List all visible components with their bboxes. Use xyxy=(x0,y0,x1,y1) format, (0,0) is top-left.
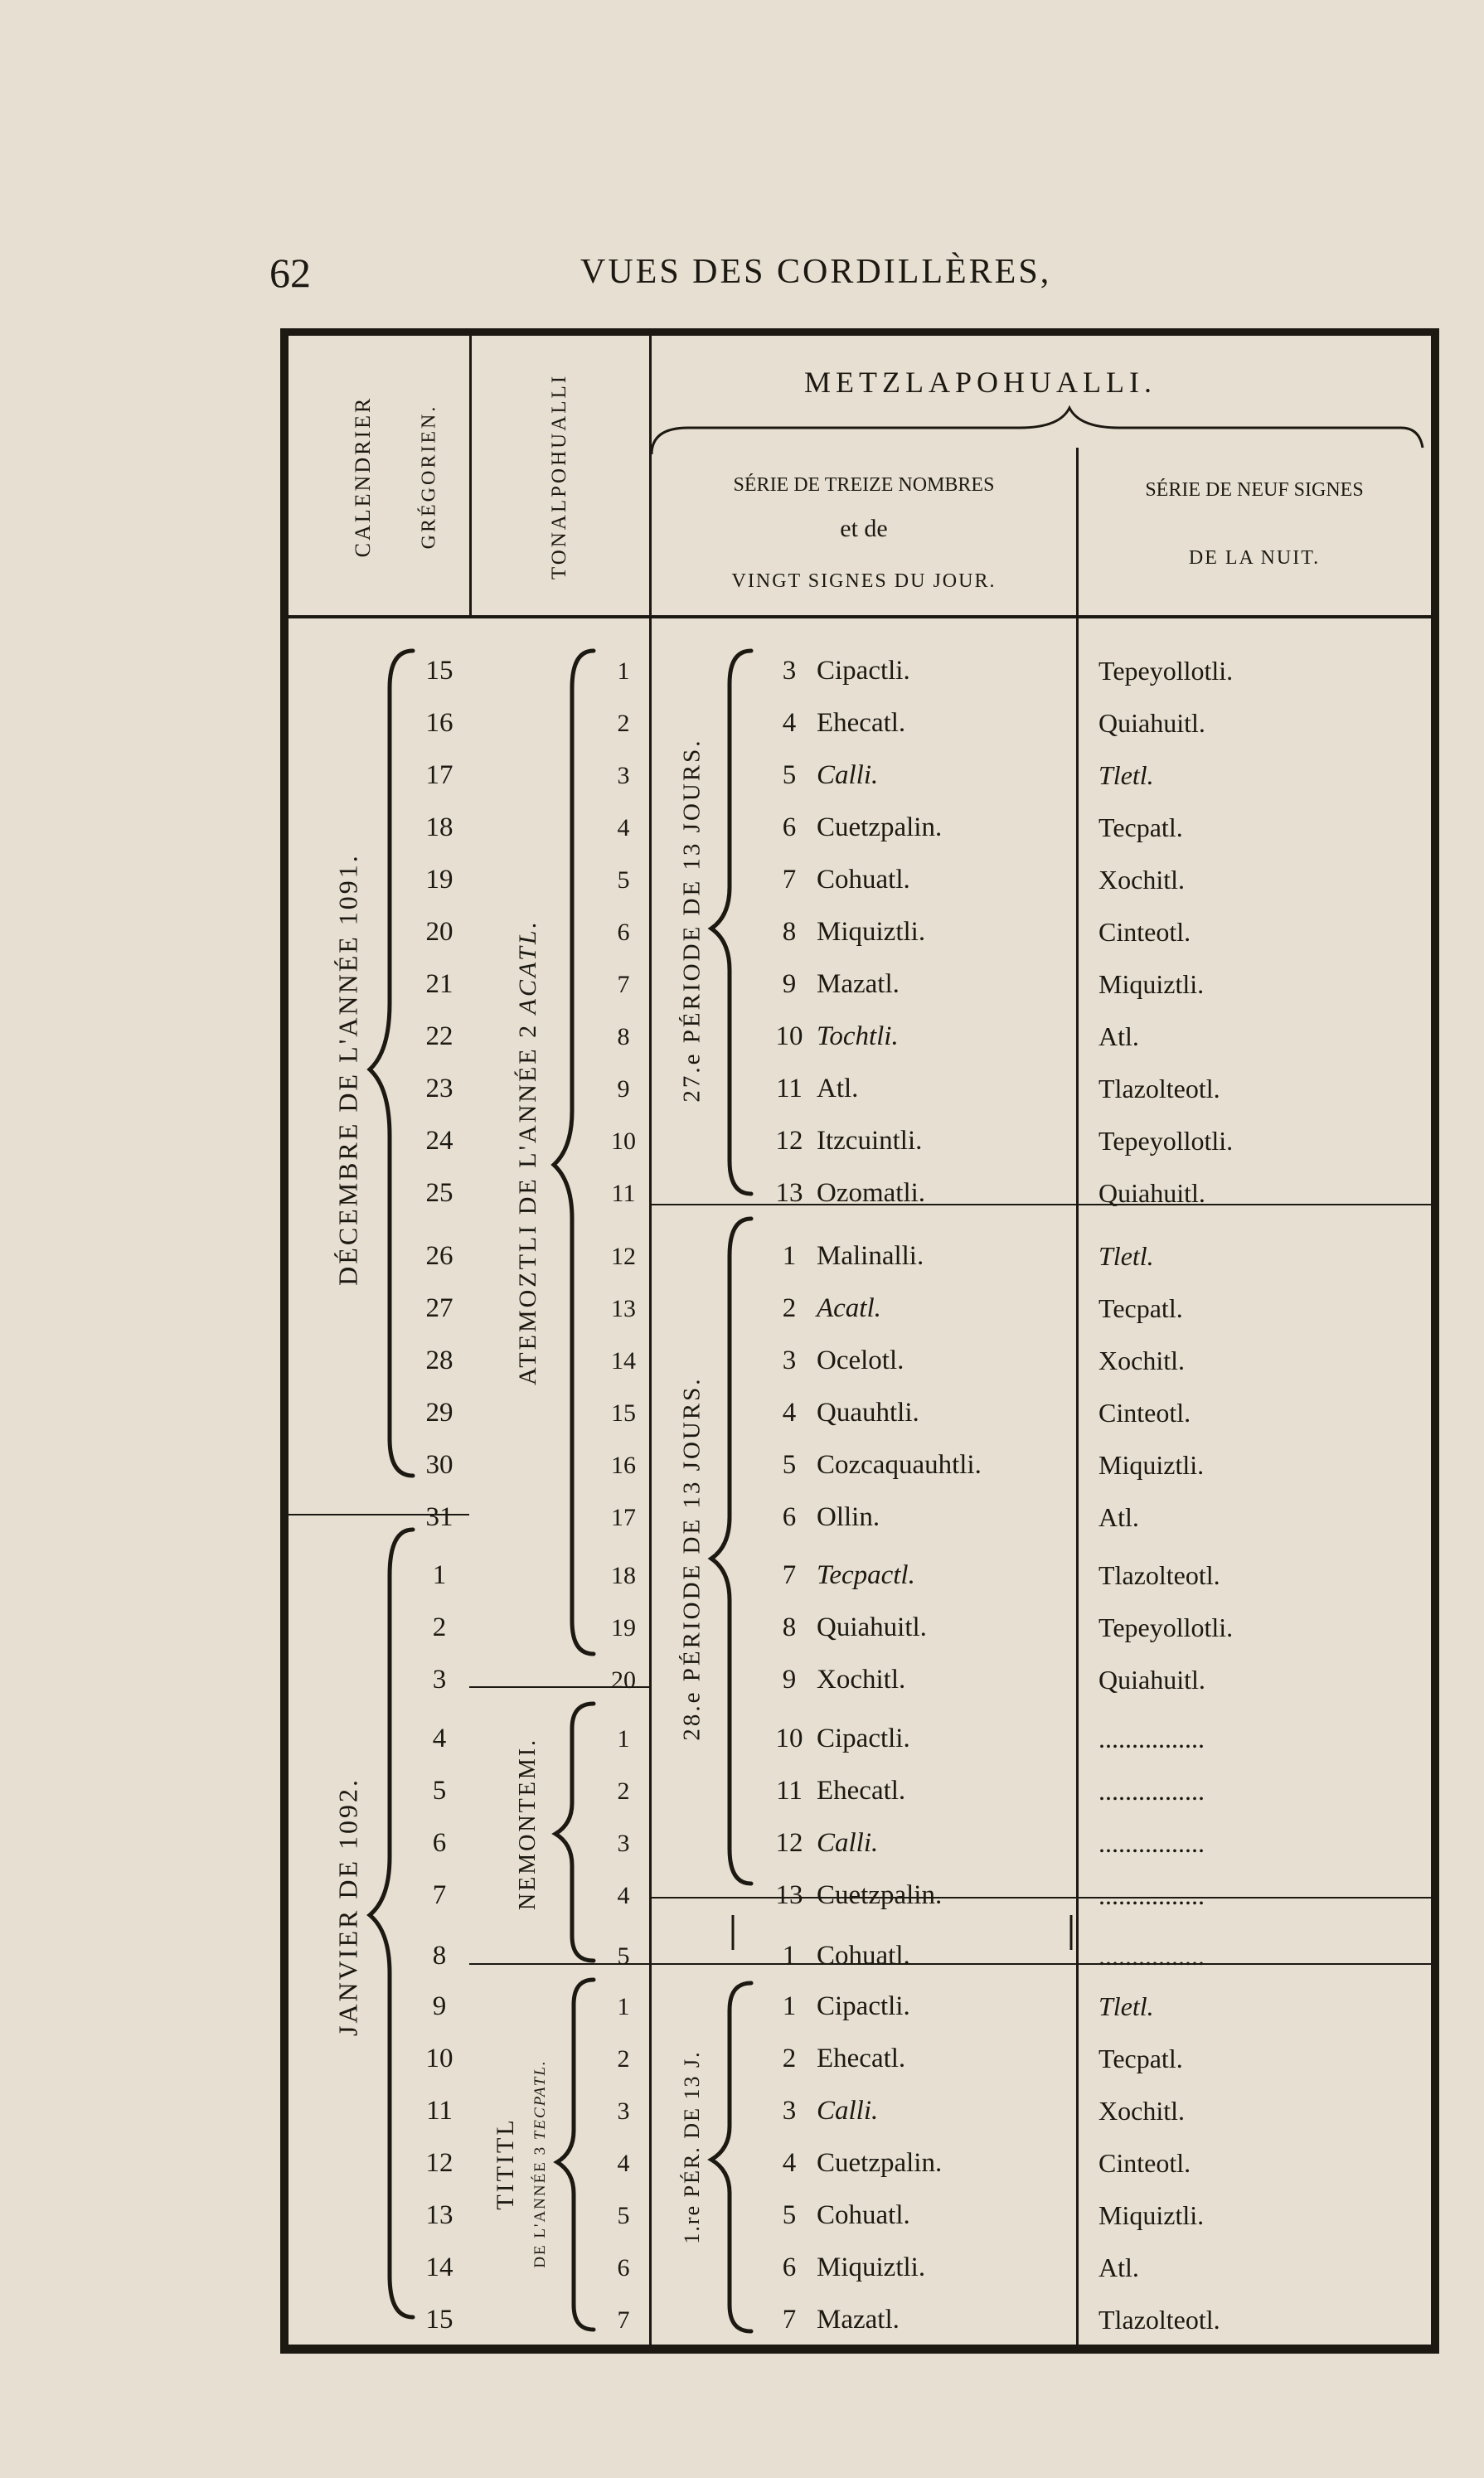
tonalpohualli-day: 5 xyxy=(617,2202,630,2229)
brace-atemoztli xyxy=(554,651,594,1654)
day-sign: Tochtli. xyxy=(817,1021,899,1051)
january-group-label: JANVIER DE 1092. xyxy=(332,1777,363,2036)
day-sign: Acatl. xyxy=(817,1293,881,1323)
day-number: 11 xyxy=(776,1776,803,1806)
tonalpohualli-day: 2 xyxy=(617,1777,630,1805)
gregorian-day: 15 xyxy=(425,656,453,686)
day-number: 13 xyxy=(775,1178,803,1208)
tonalpohualli-day: 6 xyxy=(617,2254,630,2282)
tonalpohualli-day: 14 xyxy=(611,1347,636,1375)
night-sign: Tlazolteotl. xyxy=(1098,1074,1220,1103)
gregorian-day: 9 xyxy=(432,1991,447,2021)
day-number: 5 xyxy=(782,2200,797,2230)
night-sign: Xochitl. xyxy=(1098,2096,1185,2126)
calendar-header-line1: CALENDRIER xyxy=(351,395,375,558)
day-sign: Xochitl. xyxy=(817,1665,906,1695)
day-number: 8 xyxy=(782,1612,797,1642)
day-number: 4 xyxy=(782,708,797,738)
day-sign: Quauhtli. xyxy=(817,1398,919,1428)
tititl-year-text: TECPATL. xyxy=(531,2059,549,2141)
day-number: 13 xyxy=(775,1880,803,1910)
day-number: 3 xyxy=(782,656,797,686)
day-sign: Atl. xyxy=(817,1074,859,1103)
day-sign: Tecpactl. xyxy=(817,1560,915,1590)
brace-nemontemi xyxy=(555,1704,594,1961)
atemoztli-label-text: ATEMOZTLI DE L'ANNÉE 2 xyxy=(514,1022,541,1386)
day-sign: Cipactli. xyxy=(817,656,910,686)
night-series-header-line2: DE LA NUIT. xyxy=(1188,547,1321,569)
gregorian-day: 19 xyxy=(425,865,453,895)
period-27-label: 27.e PÉRIODE DE 13 JOURS. xyxy=(678,738,706,1103)
night-series-header-line1: SÉRIE DE NEUF SIGNES xyxy=(1145,479,1364,501)
tonalpohualli-day: 1 xyxy=(617,657,630,685)
day-number: 7 xyxy=(782,865,797,895)
tonalpohualli-day: 2 xyxy=(617,2045,630,2073)
night-sign: Atl. xyxy=(1098,1502,1139,1532)
night-sign: Tletl. xyxy=(1098,1241,1154,1271)
gregorian-day: 6 xyxy=(432,1828,447,1858)
tonalpohualli-day: 4 xyxy=(617,1882,630,1909)
day-sign: Malinalli. xyxy=(817,1241,924,1271)
gregorian-day: 20 xyxy=(425,917,453,947)
day-number: 4 xyxy=(782,2148,797,2178)
night-sign: Quiahuitl. xyxy=(1098,1178,1205,1208)
gregorian-day: 29 xyxy=(425,1398,453,1428)
day-number: 9 xyxy=(782,969,797,999)
day-number: 2 xyxy=(782,1293,797,1323)
day-number: 7 xyxy=(782,1560,797,1590)
tonalpohualli-header: TONALPOHUALLI xyxy=(548,373,570,580)
day-sign: Calli. xyxy=(817,1828,879,1858)
tonalpohualli-day: 9 xyxy=(617,1075,630,1103)
tonalpohualli-day: 3 xyxy=(617,1830,630,1857)
night-sign: Quiahuitl. xyxy=(1098,708,1205,738)
tonalpohualli-day: 3 xyxy=(617,762,630,789)
day-number: 7 xyxy=(782,2305,797,2335)
calendar-header-line2: GRÉGORIEN. xyxy=(418,404,440,550)
december-group-label: DÉCEMBRE DE L'ANNÉE 1091. xyxy=(332,853,363,1286)
gregorian-day: 27 xyxy=(425,1293,453,1323)
tonalpohualli-day: 5 xyxy=(617,1942,630,1970)
gregorian-day: 3 xyxy=(432,1665,447,1695)
night-sign: Tecpatl. xyxy=(1098,812,1183,842)
tonalpohualli-day: 6 xyxy=(617,919,630,946)
night-sign: Tecpatl. xyxy=(1098,1293,1183,1323)
day-sign: Itzcuintli. xyxy=(817,1126,923,1156)
night-sign: Tecpatl. xyxy=(1098,2044,1183,2073)
tonalpohualli-day: 16 xyxy=(611,1452,636,1479)
day-number: 12 xyxy=(775,1828,803,1858)
gregorian-day: 11 xyxy=(426,2096,453,2126)
period-28-label: 28.e PÉRIODE DE 13 JOURS. xyxy=(678,1376,706,1741)
day-number: 3 xyxy=(782,2096,797,2126)
night-sign: Tletl. xyxy=(1098,760,1154,790)
tonalpohualli-day: 15 xyxy=(611,1399,636,1427)
day-sign: Miquiztli. xyxy=(817,917,926,947)
night-sign: Atl. xyxy=(1098,2253,1139,2282)
day-number: 8 xyxy=(782,917,797,947)
brace-december xyxy=(370,651,413,1476)
tonalpohualli-day: 7 xyxy=(617,971,630,998)
gregorian-day: 28 xyxy=(425,1346,453,1375)
running-title: VUES DES CORDILLÈRES, xyxy=(580,253,1052,291)
day-sign: Cuetzpalin. xyxy=(817,1880,943,1910)
gregorian-day: 8 xyxy=(432,1941,447,1971)
day-sign: Calli. xyxy=(817,2096,879,2126)
page-number: 62 xyxy=(269,250,311,296)
brace-period-27 xyxy=(711,651,751,1194)
day-sign: Cuetzpalin. xyxy=(817,2148,943,2178)
day-number: 2 xyxy=(782,2044,797,2073)
tonalpohualli-day: 1 xyxy=(617,1993,630,2020)
night-sign: Cinteotl. xyxy=(1098,1398,1191,1428)
gregorian-day: 15 xyxy=(425,2305,453,2335)
day-sign: Mazatl. xyxy=(817,2305,900,2335)
day-sign: Ehecatl. xyxy=(817,708,906,738)
day-sign: Cohuatl. xyxy=(817,1941,910,1971)
gregorian-day: 14 xyxy=(425,2253,453,2282)
day-sign: Ollin. xyxy=(817,1502,880,1532)
gregorian-day: 7 xyxy=(432,1880,447,1910)
day-number: 10 xyxy=(775,1724,803,1753)
tonalpohualli-day: 8 xyxy=(617,1023,630,1050)
day-number: 1 xyxy=(782,1991,797,2021)
night-sign: ................ xyxy=(1098,1941,1205,1971)
day-sign: Ehecatl. xyxy=(817,2044,906,2073)
day-series-header-line2: et de xyxy=(840,515,888,542)
day-number: 1 xyxy=(782,1941,797,1971)
day-sign: Ozomatli. xyxy=(817,1178,926,1208)
day-number: 3 xyxy=(782,1346,797,1375)
night-sign: Cinteotl. xyxy=(1098,2148,1191,2178)
tonalpohualli-day: 4 xyxy=(617,2150,630,2177)
tonalpohualli-day: 1 xyxy=(617,1725,630,1753)
tonalpohualli-day: 3 xyxy=(617,2097,630,2125)
gregorian-day: 18 xyxy=(425,812,453,842)
gregorian-day: 4 xyxy=(432,1724,447,1753)
day-sign: Ehecatl. xyxy=(817,1776,906,1806)
day-series-header-line3: VINGT SIGNES DU JOUR. xyxy=(731,570,997,592)
tonalpohualli-day: 4 xyxy=(617,814,630,841)
night-sign: Miquiztli. xyxy=(1098,2200,1205,2230)
night-sign: Xochitl. xyxy=(1098,1346,1185,1375)
gregorian-day: 16 xyxy=(425,708,453,738)
night-sign: Xochitl. xyxy=(1098,865,1185,895)
day-series-header-line1: SÉRIE DE TREIZE NOMBRES xyxy=(733,474,995,496)
tonalpohualli-day: 2 xyxy=(617,710,630,737)
gregorian-day: 1 xyxy=(432,1560,447,1590)
gregorian-day: 30 xyxy=(425,1450,453,1480)
tonalpohualli-day: 7 xyxy=(617,2306,630,2334)
nemontemi-group-label: NEMONTEMI. xyxy=(515,1737,541,1911)
brace-january xyxy=(370,1530,413,2317)
night-sign: ................ xyxy=(1098,1828,1205,1858)
day-sign: Cuetzpalin. xyxy=(817,812,943,842)
gregorian-day: 21 xyxy=(425,969,453,999)
night-sign: Cinteotl. xyxy=(1098,917,1191,947)
brace-tititl xyxy=(557,1980,594,2330)
day-number: 1 xyxy=(782,1241,797,1271)
day-number: 5 xyxy=(782,760,797,790)
tititl-sub-text: DE L'ANNÉE 3 xyxy=(531,2145,549,2268)
day-number: 6 xyxy=(782,1502,797,1532)
tonalpohualli-day: 19 xyxy=(611,1614,636,1641)
night-sign: Tepeyollotli. xyxy=(1098,1612,1234,1642)
day-number: 9 xyxy=(782,1665,797,1695)
night-sign: ................ xyxy=(1098,1880,1205,1910)
night-sign: ................ xyxy=(1098,1776,1205,1806)
day-number: 11 xyxy=(776,1074,803,1103)
day-sign: Cipactli. xyxy=(817,1724,910,1753)
gregorian-day: 22 xyxy=(425,1021,453,1051)
day-number: 12 xyxy=(775,1126,803,1156)
gregorian-day: 23 xyxy=(425,1074,453,1103)
gregorian-day: 26 xyxy=(425,1241,453,1271)
night-sign: Quiahuitl. xyxy=(1098,1665,1205,1695)
day-number: 5 xyxy=(782,1450,797,1480)
gregorian-day: 24 xyxy=(425,1126,453,1156)
tonalpohualli-day: 13 xyxy=(611,1295,636,1322)
day-sign: Miquiztli. xyxy=(817,2253,926,2282)
tonalpohualli-day: 11 xyxy=(611,1180,636,1207)
tonalpohualli-day: 10 xyxy=(611,1127,636,1155)
day-sign: Calli. xyxy=(817,760,879,790)
night-sign: ................ xyxy=(1098,1724,1205,1753)
gregorian-day: 25 xyxy=(425,1178,453,1208)
brace-period-1 xyxy=(711,1983,751,2331)
day-sign: Cipactli. xyxy=(817,1991,910,2021)
gregorian-day: 10 xyxy=(425,2044,453,2073)
gregorian-day: 12 xyxy=(425,2148,453,2178)
tonalpohualli-day: 18 xyxy=(611,1562,636,1589)
night-sign: Miquiztli. xyxy=(1098,969,1205,999)
day-sign: Cohuatl. xyxy=(817,865,910,895)
tonalpohualli-day: 5 xyxy=(617,866,630,894)
day-number: 4 xyxy=(782,1398,797,1428)
night-sign: Tepeyollotli. xyxy=(1098,656,1234,686)
day-number: 6 xyxy=(782,2253,797,2282)
night-sign: Tlazolteotl. xyxy=(1098,1560,1220,1590)
day-sign: Quiahuitl. xyxy=(817,1612,927,1642)
metzlapohualli-header: METZLAPOHUALLI. xyxy=(804,366,1157,399)
day-sign: Ocelotl. xyxy=(817,1346,904,1375)
day-sign: Mazatl. xyxy=(817,969,900,999)
day-number: 6 xyxy=(782,812,797,842)
tonalpohualli-day: 12 xyxy=(611,1243,636,1270)
tonalpohualli-day: 20 xyxy=(611,1666,636,1694)
gregorian-day: 13 xyxy=(425,2200,453,2230)
night-sign: Atl. xyxy=(1098,1021,1139,1051)
gregorian-day: 31 xyxy=(425,1502,453,1532)
night-sign: Miquiztli. xyxy=(1098,1450,1205,1480)
gregorian-day: 5 xyxy=(432,1776,447,1806)
day-sign: Cozcaquauhtli. xyxy=(817,1450,982,1480)
night-sign: Tepeyollotli. xyxy=(1098,1126,1234,1156)
night-sign: Tlazolteotl. xyxy=(1098,2305,1220,2335)
night-sign: Tletl. xyxy=(1098,1991,1154,2021)
day-sign: Cohuatl. xyxy=(817,2200,910,2230)
period-1-label: 1.re PÉR. DE 13 J. xyxy=(680,2050,704,2244)
tonalpohualli-day: 17 xyxy=(611,1504,636,1531)
atemoztli-year-text: ACATL. xyxy=(514,919,541,1015)
gregorian-day: 17 xyxy=(425,760,453,790)
gregorian-day: 2 xyxy=(432,1612,447,1642)
tititl-group-label: TITITL xyxy=(492,2117,519,2210)
day-number: 10 xyxy=(775,1021,803,1051)
brace-period-28 xyxy=(711,1219,751,1884)
header-brace xyxy=(652,408,1423,454)
